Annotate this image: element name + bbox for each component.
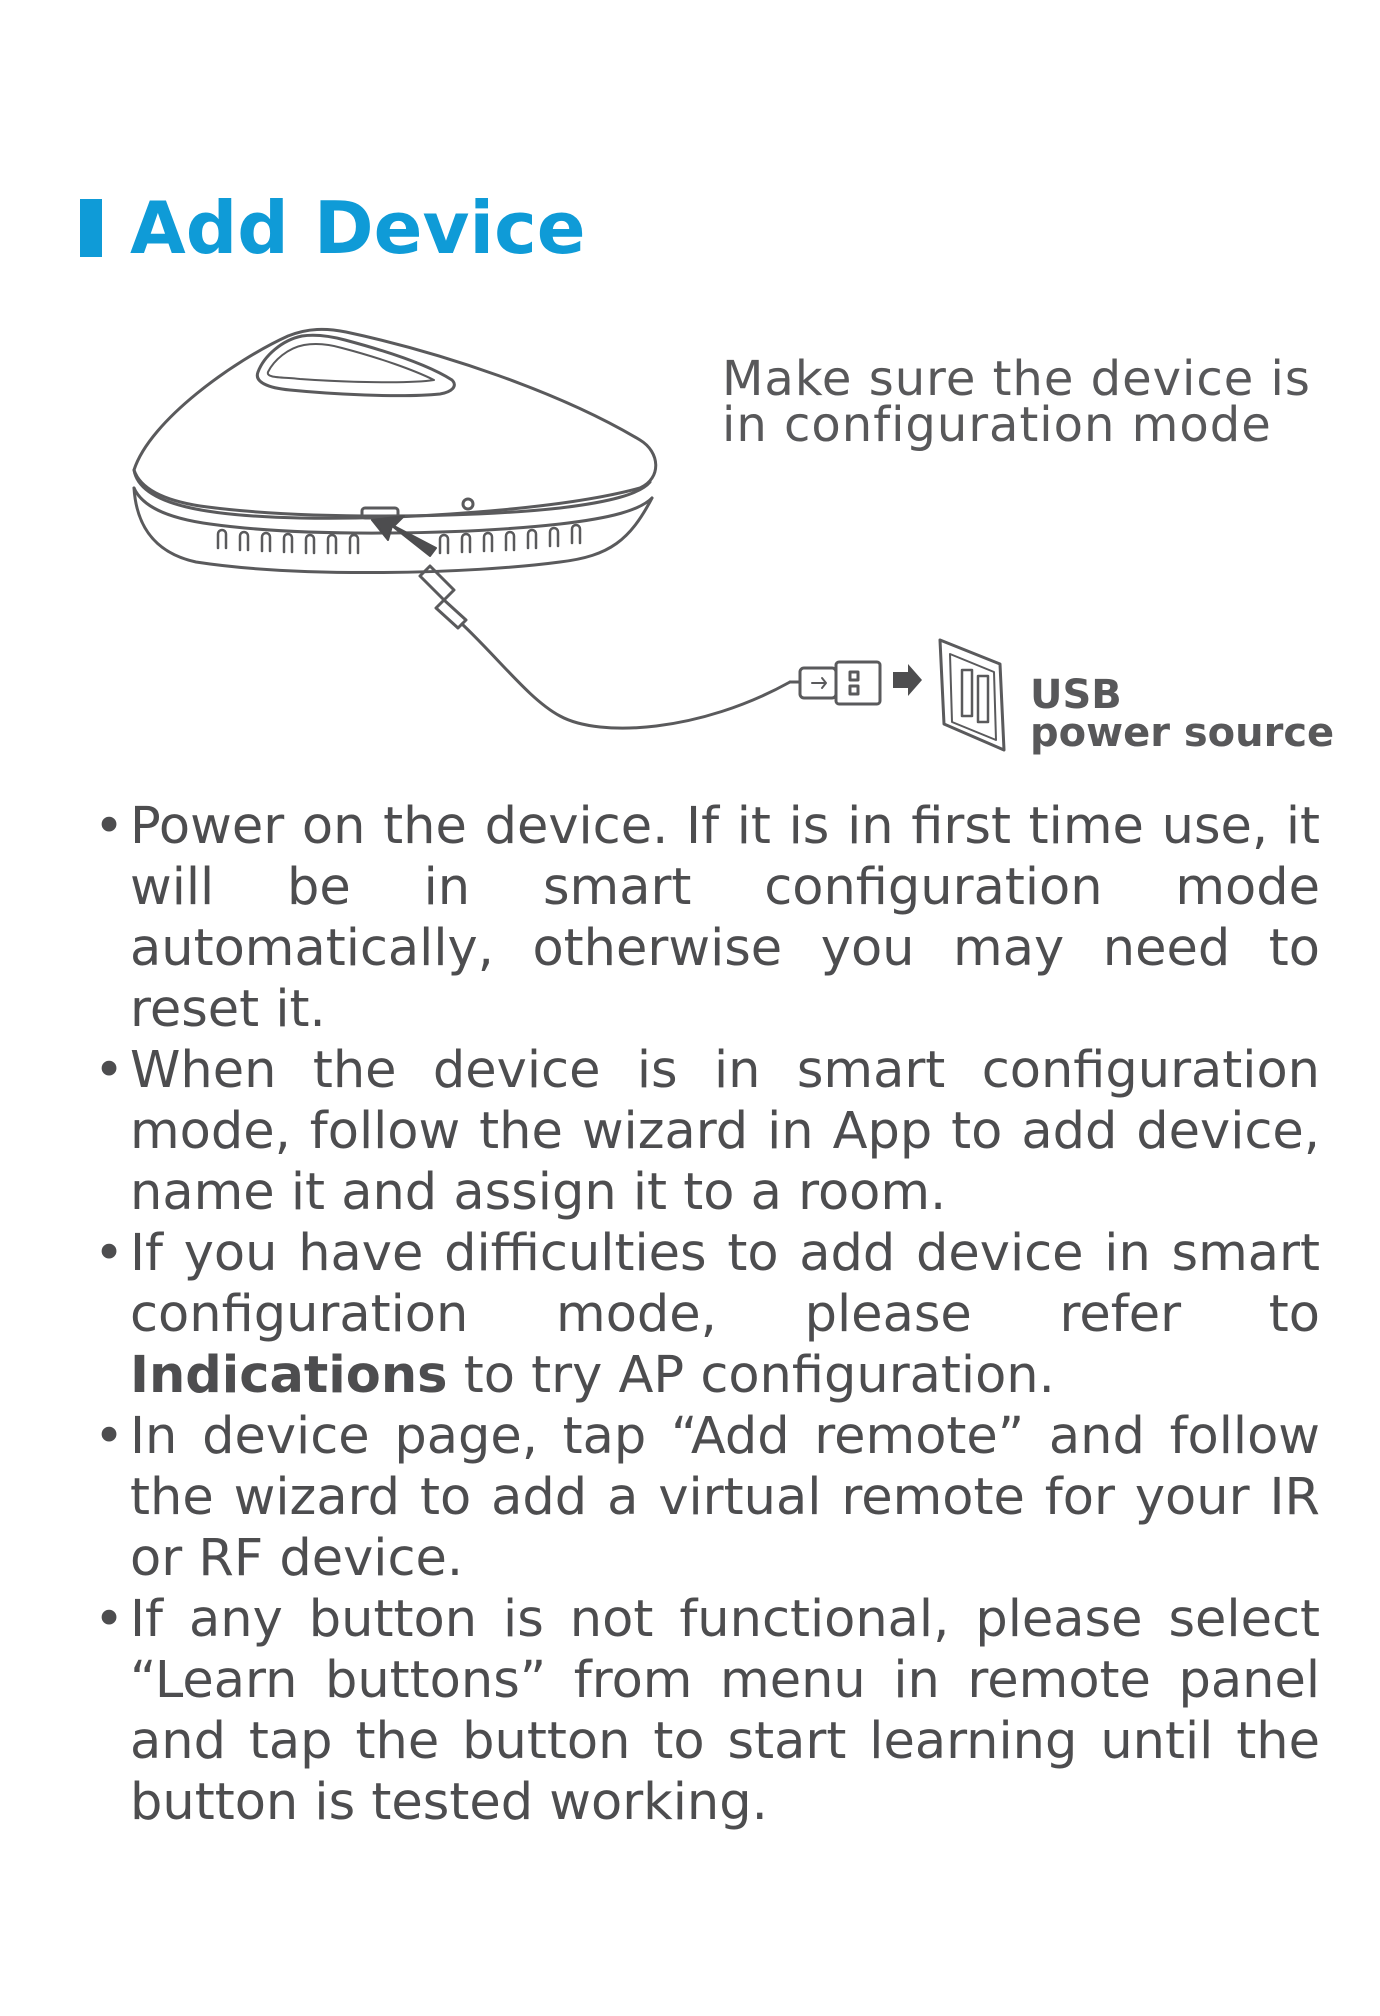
list-item bbox=[94, 1589, 1320, 1833]
usb-label-line2: power source bbox=[1030, 710, 1335, 756]
usb-cable bbox=[462, 624, 790, 728]
insert-arrow-icon bbox=[372, 516, 436, 556]
list-item-text: In device page, tap “Add remote” and follow the wizard to add a virtual remote for your IR or RF device. bbox=[130, 1407, 1320, 1588]
reset-hole bbox=[463, 499, 473, 509]
bullet-dot: • bbox=[94, 1041, 125, 1100]
bullet-dot: • bbox=[94, 797, 125, 856]
list-item bbox=[94, 1040, 1320, 1223]
plug-in-arrow-icon bbox=[893, 664, 922, 696]
instruction-list bbox=[94, 796, 1320, 1833]
list-item-text: Power on the device. If it is in first time use, it will be in smart configuration mode automatically, otherwise you may need to reset it. bbox=[130, 797, 1320, 1039]
hub-device-outline bbox=[134, 329, 656, 518]
list-item-text: If any button is not functional, please select “Learn buttons” from menu in remote panel and tap the button to start learning until the button is tested working. bbox=[130, 1590, 1320, 1832]
hub-top-panel bbox=[257, 335, 454, 395]
usb-power-source-label bbox=[1030, 672, 1335, 756]
indications-reference: Indications bbox=[130, 1346, 448, 1405]
list-item-text: When the device is in smart configuration mode, follow the wizard in App to add device, name it and assign it to a room. bbox=[130, 1041, 1320, 1222]
bullet-dot: • bbox=[94, 1590, 125, 1649]
bullet-dot: • bbox=[94, 1407, 125, 1466]
list-item-text-suffix: to try AP configuration. bbox=[447, 1346, 1055, 1405]
configuration-mode-note: Make sure the device is in configuration mode bbox=[722, 351, 1311, 453]
bullet-dot: • bbox=[94, 1224, 125, 1283]
usb-label-line1: USB bbox=[1030, 672, 1122, 718]
page-heading bbox=[80, 186, 586, 270]
page-title: Add Device bbox=[130, 186, 586, 270]
list-item bbox=[94, 1406, 1320, 1589]
list-item bbox=[94, 796, 1320, 1040]
list-item-text-prefix: If you have difficulties to add device in smart configuration mode, please refer to bbox=[130, 1224, 1320, 1344]
list-item bbox=[94, 1223, 1320, 1406]
heading-accent-bar bbox=[80, 199, 102, 257]
